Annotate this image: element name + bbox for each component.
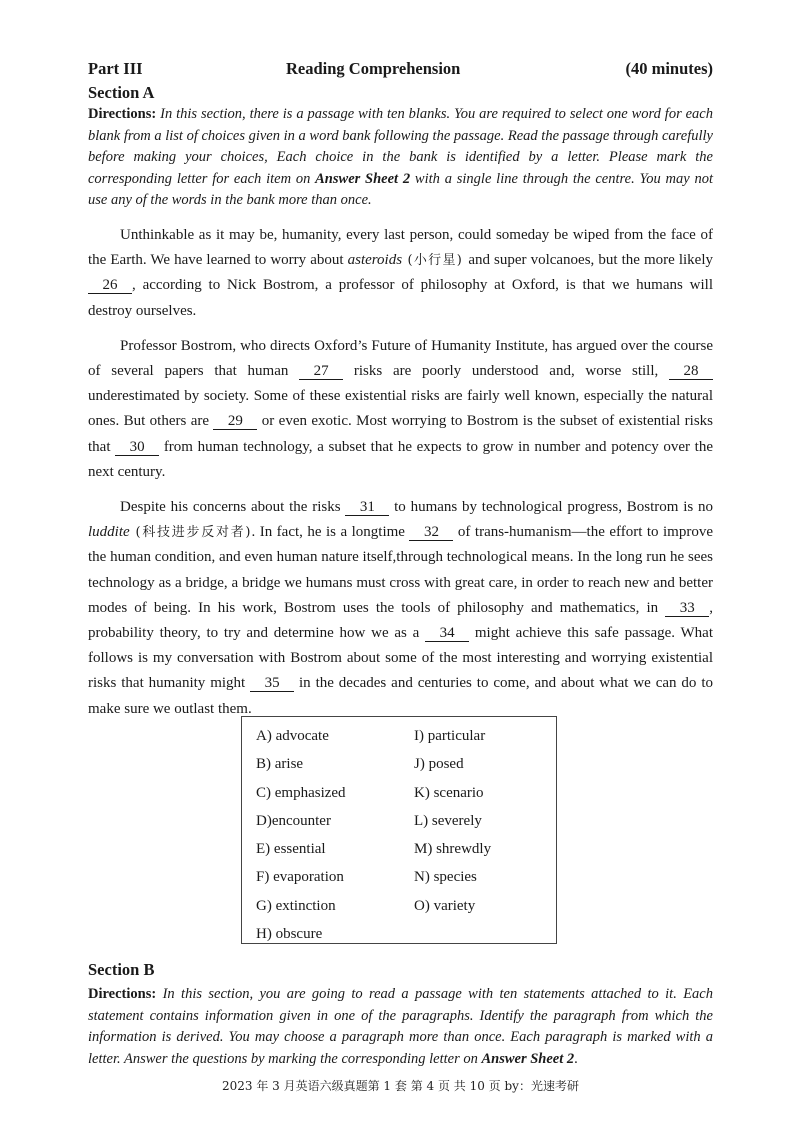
section-b [88, 957, 713, 1070]
text: , according to Nick Bostrom, a professor of philosophy at Oxford, is that we humans will destroy ourselves. [88, 277, 713, 319]
blank-31[interactable]: 31 [345, 499, 389, 516]
section-a-directions [88, 104, 713, 212]
chinese-gloss: (小行星) [402, 253, 469, 269]
blank-35[interactable]: 35 [250, 675, 294, 692]
section-a-title: Section A [88, 83, 155, 102]
word-option-j[interactable]: J) posed [414, 756, 464, 773]
word-option-a[interactable]: A) advocate [256, 728, 329, 744]
text: , probability theory, to try and determine how we as a [88, 599, 713, 642]
word-option-d[interactable]: D)encounter [256, 812, 331, 829]
page-content [88, 58, 713, 722]
blank-26[interactable]: 26 [88, 277, 132, 294]
blank-32[interactable]: 32 [409, 524, 453, 541]
directions-text: In this section, there is a passage with ten blanks. You are required to select one word for each blank from a list of choices given in a word bank following the passage. Read the passage through carefully before making your choices, Each choice in the bank is identified by a letter. Please mark the corresponding letter for each item on [88, 106, 713, 187]
passage-paragraph-3 [88, 495, 713, 722]
text: might achieve this safe passage. What follows is my conversation with Bostrom about some of the most interesting and worrying existential risks that humanity might [88, 625, 713, 692]
text: of trans-humanism—the effort to improve the human condition, and even human nature itself,through technological means. In the long run he sees technology as a bridge, a bridge we humans must cross with great care, in order to reach new and better modes of being. In his work, Bostrom uses the tools of philosophy and mathematics, in [88, 524, 713, 616]
blank-30[interactable]: 30 [115, 439, 159, 456]
text: and super volcanoes, but the more likely [468, 252, 713, 269]
passage [88, 223, 713, 722]
word-bank-right-column [414, 722, 491, 920]
section-b-title: Section B [88, 960, 155, 979]
text: Unthinkable as it may be, humanity, every last person, could someday be wiped from the face of the Earth. We have learned to worry about [88, 226, 713, 269]
directions-text: In this section, you are going to read a passage with ten statements attached to it. Each statement contains information given in one of the paragraphs. Identify the paragraph from which the information is derived. You may choose a paragraph more than once. Each paragraph is marked with a letter. Answer the questions by marking the corresponding letter on [88, 986, 713, 1067]
part-title: Reading Comprehension [286, 59, 461, 78]
text: Despite his concerns about the risks [120, 499, 346, 515]
chinese-gloss: (科技进步反对者) [129, 525, 252, 541]
word-option-i[interactable]: I) particular [414, 728, 486, 744]
text: risks are poorly understood and, worse still, [343, 362, 669, 379]
directions-text-end: . [574, 1050, 578, 1067]
word-option-c[interactable]: C) emphasized [256, 784, 346, 801]
word-option-f[interactable]: F) evaporation [256, 869, 344, 886]
blank-28[interactable]: 28 [669, 363, 713, 380]
passage-paragraph-2 [88, 334, 713, 485]
blank-27[interactable]: 27 [299, 363, 343, 380]
answer-sheet-ref: Answer Sheet 2 [315, 170, 411, 187]
passage-paragraph-1 [88, 223, 713, 324]
text: or even exotic. Most worrying to Bostrom is the subset of existential risks that [88, 413, 713, 455]
word-option-l[interactable]: L) severely [414, 812, 482, 829]
text: in the decades and centuries to come, and about what we can do to make sure we outlast them. [88, 675, 713, 717]
text: . In fact, he is a longtime [251, 524, 410, 541]
word-option-n[interactable]: N) species [414, 869, 477, 886]
word-option-o[interactable]: O) variety [414, 897, 476, 914]
italic-term: asteroids [347, 252, 403, 269]
word-option-b[interactable]: B) arise [256, 756, 304, 773]
word-option-e[interactable]: E) essential [256, 841, 326, 858]
time-limit: (40 minutes) [625, 59, 713, 78]
text: Professor Bostrom, who directs Oxford’s Future of Humanity Institute, has argued over the course of several papers that human [88, 337, 713, 379]
word-option-g[interactable]: G) extinction [256, 897, 336, 914]
italic-term: luddite [88, 524, 130, 541]
word-option-m[interactable]: M) shrewdly [414, 841, 492, 858]
directions-label: Directions: [88, 106, 157, 122]
part-label: Part III [88, 59, 143, 78]
word-bank [241, 716, 557, 944]
text: underestimated by society. Some of these existential risks are fairly well known, especially the natural ones. But others are [88, 388, 713, 430]
answer-sheet-ref: Answer Sheet 2 [481, 1050, 575, 1067]
page-footer: 2023 年 3 月英语六级真题第 1 套 第 4 页 共 10 页 by：光速考研 [222, 1079, 579, 1093]
directions-label: Directions: [88, 986, 157, 1002]
part-header [88, 58, 713, 80]
section-b-directions [88, 984, 713, 1070]
word-option-h[interactable]: H) obscure [256, 926, 323, 943]
blank-34[interactable]: 34 [425, 625, 469, 642]
word-bank-left-column [256, 722, 346, 948]
word-option-k[interactable]: K) scenario [414, 784, 484, 801]
blank-29[interactable]: 29 [213, 413, 257, 430]
directions-text-end: with a single line through the centre. You may not use any of the words in the bank more than once. [88, 170, 713, 209]
text: from human technology, a subset that he expects to grow in number and potency over the next century. [88, 438, 713, 480]
text: to humans by technological progress, Bostrom is no [389, 499, 713, 515]
blank-33[interactable]: 33 [665, 600, 709, 617]
